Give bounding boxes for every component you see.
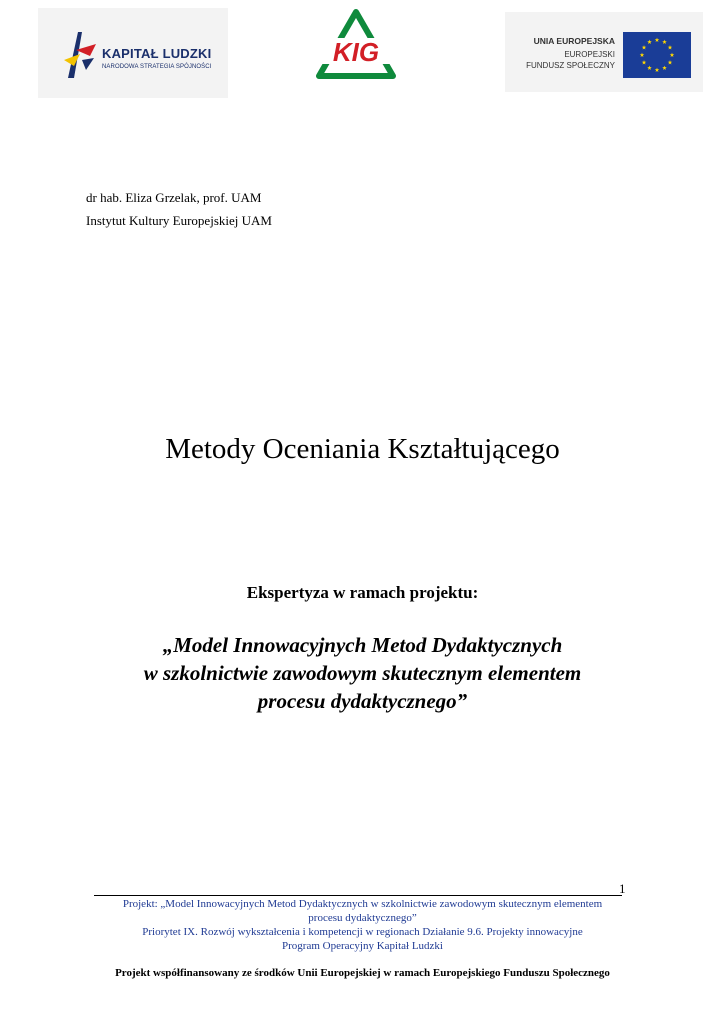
- eu-logo: [505, 12, 703, 92]
- project-name: [0, 631, 725, 715]
- eu-star-icon: [647, 40, 652, 44]
- author-name: dr hab. Eliza Grzelak, prof. UAM: [86, 190, 262, 205]
- eu-star-icon: [662, 66, 667, 70]
- kapital-ludzki-logo: [38, 8, 228, 98]
- eu-logo-line3: FUNDUSZ SPOŁECZNY: [526, 61, 615, 70]
- eu-flag-icon: [623, 32, 691, 78]
- footer-line: Priorytet IX. Rozwój wykształcenia i kompetencji w regionach Działanie 9.6. Projekty innowacyjne: [142, 926, 583, 938]
- footer-line: Program Operacyjny Kapitał Ludzki: [282, 940, 443, 952]
- kapital-ludzki-emblem-icon: [60, 30, 100, 80]
- eu-star-icon: [655, 68, 660, 72]
- project-name-line: procesu dydaktycznego”: [257, 689, 468, 713]
- eu-star-icon: [670, 53, 675, 57]
- document-subtitle: Ekspertyza w ramach projektu:: [246, 583, 479, 602]
- footer-line: Projekt: „Model Innowacyjnych Metod Dydaktycznych w szkolnictwie zawodowym skutecznym elementem: [122, 898, 603, 910]
- kapital-ludzki-title: KAPITAŁ LUDZKI: [102, 46, 212, 61]
- kig-emblem-icon: [313, 8, 399, 88]
- kig-logo: [313, 8, 399, 88]
- eu-logo-line1: UNIA EUROPEJSKA: [533, 36, 615, 46]
- eu-star-icon: [647, 66, 652, 70]
- eu-star-icon: [668, 45, 673, 49]
- footer-divider: [94, 895, 622, 896]
- kig-logo-text: KIG: [332, 37, 380, 67]
- author-institute: Instytut Kultury Europejskiej UAM: [86, 213, 272, 228]
- page-number: 1: [619, 881, 626, 896]
- eu-star-icon: [640, 53, 645, 57]
- eu-logo-line2: EUROPEJSKI: [564, 50, 615, 59]
- eu-star-icon: [642, 45, 647, 49]
- document-title: Metody Oceniania Kształtującego: [165, 433, 560, 465]
- footer-text: [80, 897, 645, 953]
- footer-line: procesu dydaktycznego”: [308, 912, 417, 924]
- cofinance-statement: Projekt współfinansowany ze środków Unii Europejskiej w ramach Europejskiego Funduszu Społecznego: [115, 967, 610, 979]
- project-name-line: w szkolnictwie zawodowym skutecznym elementem: [143, 661, 582, 685]
- project-name-line: „Model Innowacyjnych Metod Dydaktycznych: [162, 633, 563, 657]
- eu-star-icon: [642, 60, 647, 64]
- eu-star-icon: [662, 40, 667, 44]
- eu-star-icon: [668, 60, 673, 64]
- eu-star-icon: [655, 38, 660, 42]
- kapital-ludzki-subtitle: NARODOWA STRATEGIA SPÓJNOŚCI: [102, 64, 212, 70]
- author-block: [86, 186, 272, 232]
